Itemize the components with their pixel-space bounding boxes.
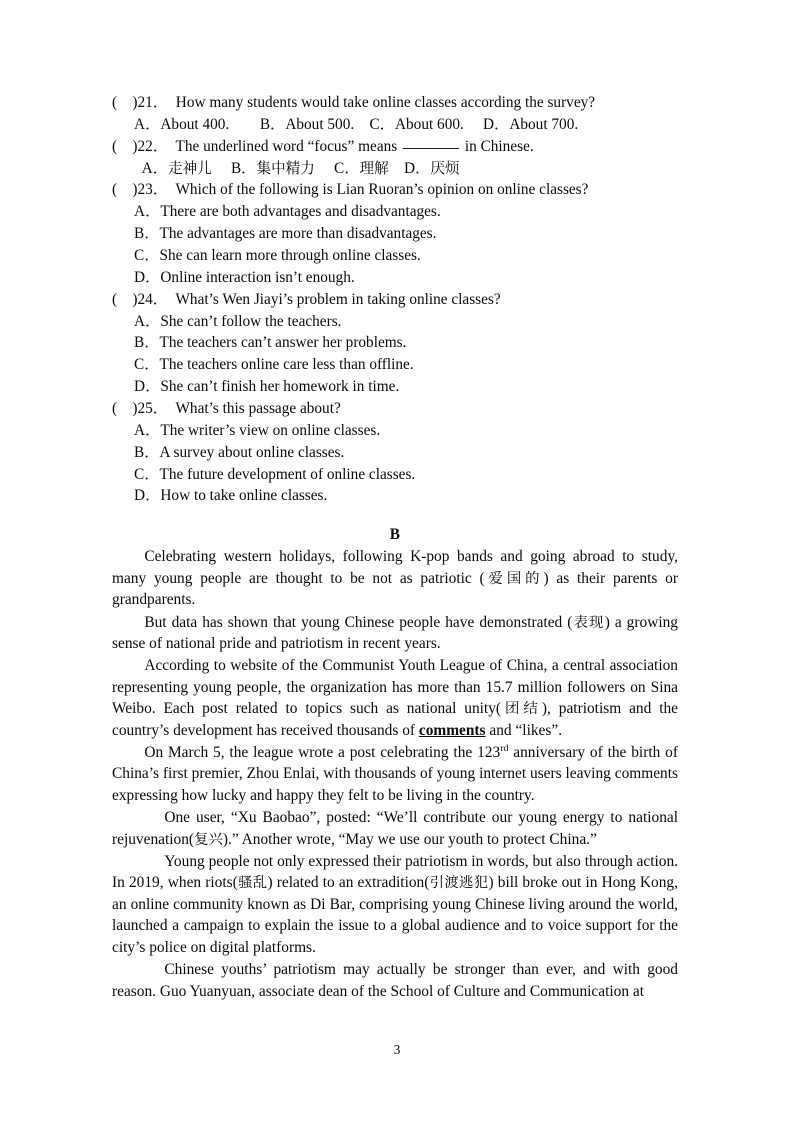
option-letter: D <box>482 115 495 133</box>
ordinal-suffix: rd <box>500 742 509 754</box>
option-text: The writer’s view on online classes. <box>160 421 381 439</box>
paragraph-text: anniversary of the birth of China’s first premier, Zhou Enlai, with thousands of young internet users leaving comments expressing how lucky and happy they felt to be living in the country. <box>112 743 678 805</box>
question-25-stem <box>112 398 678 420</box>
option-letter: C <box>134 356 145 374</box>
question-21-number: 21 <box>137 94 153 111</box>
option-letter: C <box>369 115 380 133</box>
option-text: The advantages are more than disadvantages. <box>159 225 437 243</box>
question-24-text: What’s Wen Jiayi’s problem in taking online classes? <box>175 290 501 308</box>
option-text: She can learn more through online classes. <box>159 247 421 265</box>
option-letter: C <box>134 247 145 265</box>
question-25-options <box>112 420 678 507</box>
question-25-text: What’s this passage about? <box>175 400 341 418</box>
question-21-text: How many students would take online classes according the survey? <box>175 94 596 111</box>
page-number: 3 <box>393 1042 401 1057</box>
passage-paragraph-5 <box>112 807 678 850</box>
paragraph-text: One user, “Xu Baobao”, posted: “We’ll contribute our young energy to national rejuvenation( <box>112 809 678 848</box>
passage-paragraph-6 <box>112 851 678 959</box>
option-letter: D <box>404 159 416 177</box>
paragraph-text: ), patriotism and the country’s development has received thousands of <box>112 700 678 739</box>
option-23-a[interactable]: A．There are both advantages and disadvantages. <box>134 203 441 221</box>
question-22-text-before: The underlined word “focus” means <box>175 137 402 155</box>
option-25-a[interactable]: A．The writer’s view on online classes. <box>134 421 381 439</box>
option-letter: D <box>134 487 146 505</box>
option-22-a[interactable]: A．走神儿 <box>141 159 212 177</box>
answer-bracket-22[interactable]: ( ) <box>112 137 138 155</box>
option-text: 集中精力 <box>256 159 315 177</box>
option-text: About 600. <box>394 115 464 133</box>
question-24-options <box>112 311 678 398</box>
paragraph-text: But data has shown that young Chinese people have demonstrated ( <box>144 613 573 631</box>
paragraph-text: ) related to an extradition( <box>267 874 430 892</box>
page-content <box>112 92 678 1003</box>
paragraph-text: and “likes”. <box>485 721 563 739</box>
question-22 <box>112 136 678 180</box>
question-24-number: 24 <box>137 290 153 308</box>
paragraph-text: Celebrating western holidays, following K-pop bands and going abroad to study, many young people are thought to be not as patriotic ( <box>112 548 678 587</box>
option-21-a[interactable]: A．About 400. <box>134 115 230 133</box>
paragraph-text: Young people not only expressed their patriotism in words, but also through action. In 2019, when riots( <box>112 852 678 892</box>
question-25-sep: ． <box>152 400 169 418</box>
option-text: About 400. <box>160 115 230 133</box>
option-21-b[interactable]: B．About 500. <box>259 115 355 133</box>
question-24-stem <box>112 289 678 311</box>
option-text: 理解 <box>359 159 389 177</box>
option-24-a[interactable]: A．She can’t follow the teachers. <box>134 312 342 330</box>
question-24 <box>112 289 678 398</box>
chinese-gloss: 引渡逃犯 <box>429 875 489 892</box>
fill-in-blank[interactable] <box>403 148 459 149</box>
option-text: How to take online classes. <box>160 487 328 505</box>
option-text: 走神儿 <box>168 159 212 177</box>
chinese-gloss: 表现 <box>572 614 605 631</box>
paragraph-text: ) as their parents or grandparents. <box>112 569 678 609</box>
question-22-options <box>112 158 678 180</box>
question-23 <box>112 179 678 288</box>
passage-paragraph-2 <box>112 612 678 655</box>
chinese-gloss: 爱国的 <box>484 570 544 587</box>
question-21-sep: ． <box>152 94 169 111</box>
option-letter: A <box>141 159 153 177</box>
chinese-gloss: 骚乱 <box>237 875 268 892</box>
option-text: She can’t finish her homework in time. <box>160 378 400 396</box>
option-letter: B <box>230 159 242 177</box>
question-21-stem <box>112 92 678 114</box>
option-letter: B <box>259 115 271 133</box>
question-22-text-after: in Chinese. <box>461 137 534 155</box>
answer-bracket-24[interactable]: ( ) <box>112 290 138 308</box>
option-text: The teachers can’t answer her problems. <box>159 334 407 352</box>
option-letter: B <box>134 225 145 243</box>
option-letter: D <box>134 268 146 286</box>
option-23-b[interactable]: B．The advantages are more than disadvantages. <box>134 225 437 243</box>
option-letter: A <box>134 312 146 330</box>
question-23-number: 23 <box>137 181 153 199</box>
option-25-b[interactable]: B．A survey about online classes. <box>134 443 345 461</box>
option-text: A survey about online classes. <box>159 443 345 461</box>
passage-paragraph-1 <box>112 546 678 611</box>
question-list <box>112 92 678 507</box>
paragraph-text: According to website of the Communist Youth League of China, a central association representing young people, the organization has more than 15.7 million followers on Sina Weibo. Each post related to topics such as national unity( <box>112 657 678 718</box>
passage-paragraph-4 <box>112 742 678 807</box>
question-22-number: 22 <box>137 137 153 155</box>
option-21-d[interactable]: D．About 700. <box>482 115 579 133</box>
paragraph-text: ) bill broke out in Hong Kong, an online community known as Di Bar, comprising young Chinese living around the world, launched a campaign to explain the issue to a global audience and to voice support for the city’s police on digital platforms. <box>112 874 678 956</box>
passage-section-title: B <box>389 526 401 544</box>
option-text: About 500. <box>285 115 355 133</box>
answer-bracket-23[interactable]: ( ) <box>112 181 138 199</box>
answer-bracket-25[interactable]: ( ) <box>112 400 138 418</box>
question-25 <box>112 398 678 507</box>
option-text: About 700. <box>509 115 579 133</box>
option-letter: A <box>134 203 146 221</box>
option-letter: C <box>134 465 145 483</box>
option-letter: A <box>134 421 146 439</box>
underlined-word-comments: comments <box>418 721 486 739</box>
passage-paragraph-7: Chinese youths’ patriotism may actually be stronger than ever, and with good reason. Guo Yuanyuan, associate dean of the School of Culture and Communication at <box>112 961 678 1000</box>
option-text: The teachers online care less than offline. <box>159 356 414 374</box>
option-24-b[interactable]: B．The teachers can’t answer her problems. <box>134 334 407 352</box>
question-21 <box>112 92 678 136</box>
option-22-b[interactable]: B．集中精力 <box>230 159 315 177</box>
option-21-c[interactable]: C．About 600. <box>369 115 464 133</box>
question-25-number: 25 <box>137 400 153 418</box>
option-letter: B <box>134 443 145 461</box>
option-23-d[interactable]: D．Online interaction isn’t enough. <box>134 268 355 286</box>
option-25-c[interactable]: C．The future development of online classes. <box>134 465 416 483</box>
option-letter: C <box>333 159 345 177</box>
option-letter: A <box>134 115 146 133</box>
option-letter: D <box>134 378 146 396</box>
paragraph-text: ).” Another wrote, “May we use our youth to protect China.” <box>222 830 597 848</box>
option-text: Online interaction isn’t enough. <box>160 268 355 286</box>
question-23-options <box>112 201 678 288</box>
option-text: The future development of online classes. <box>159 465 416 483</box>
option-text: 厌烦 <box>430 159 460 177</box>
option-24-c[interactable]: C．The teachers online care less than offline. <box>134 356 414 374</box>
option-22-d[interactable]: D．厌烦 <box>404 159 460 177</box>
option-letter: B <box>134 334 145 352</box>
question-24-sep: ． <box>152 290 169 308</box>
answer-bracket-21[interactable]: ( ) <box>112 94 138 111</box>
option-23-c[interactable]: C．She can learn more through online classes. <box>134 247 421 265</box>
chinese-gloss: 团结 <box>501 701 542 718</box>
option-text: She can’t follow the teachers. <box>160 312 342 330</box>
option-text: There are both advantages and disadvantages. <box>160 203 441 221</box>
paragraph-text: ) a growing sense of national pride and patriotism in recent years. <box>112 613 678 653</box>
question-23-stem <box>112 179 678 201</box>
passage-paragraph-3 <box>112 655 678 741</box>
question-21-options <box>112 114 678 136</box>
paragraph-text: On March 5, the league wrote a post celebrating the 123 <box>144 743 501 761</box>
option-22-c[interactable]: C．理解 <box>333 159 389 177</box>
question-22-stem <box>112 136 678 158</box>
question-22-sep: ． <box>152 137 169 155</box>
option-24-d[interactable]: D．She can’t finish her homework in time. <box>134 378 400 396</box>
question-23-sep: ． <box>152 181 169 199</box>
question-23-text: Which of the following is Lian Ruoran’s opinion on online classes? <box>175 181 589 199</box>
chinese-gloss: 复兴 <box>194 831 223 848</box>
passage-body <box>112 546 678 1002</box>
option-25-d[interactable]: D．How to take online classes. <box>134 487 328 505</box>
